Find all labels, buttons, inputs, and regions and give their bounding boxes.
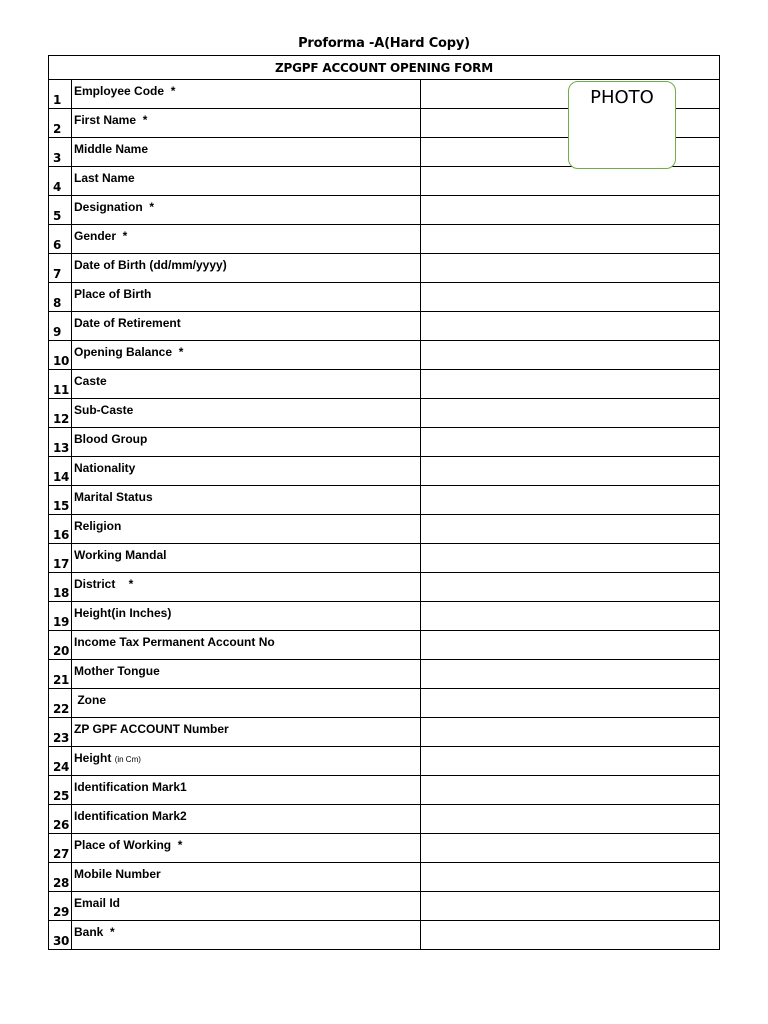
field-label-text: Marital Status — [74, 490, 153, 504]
field-label — [72, 544, 421, 573]
field-value-cell[interactable] — [421, 283, 720, 312]
field-label-text: Opening Balance * — [74, 345, 184, 359]
photo-label: PHOTO — [590, 87, 654, 108]
field-label-text: Place of Birth — [74, 287, 152, 301]
field-label — [72, 515, 421, 544]
form-row — [49, 573, 720, 602]
field-value-cell[interactable] — [421, 834, 720, 863]
row-number: 22 — [49, 689, 72, 718]
form-row — [49, 892, 720, 921]
field-value-cell[interactable] — [421, 776, 720, 805]
field-value-cell[interactable] — [421, 428, 720, 457]
form-row — [49, 399, 720, 428]
row-number: 19 — [49, 602, 72, 631]
row-number: 6 — [49, 225, 72, 254]
row-number: 16 — [49, 515, 72, 544]
form-row — [49, 196, 720, 225]
field-value-cell[interactable] — [421, 689, 720, 718]
field-label — [72, 660, 421, 689]
field-label-text: First Name * — [74, 113, 148, 127]
row-number: 29 — [49, 892, 72, 921]
field-label-text: Working Mandal — [74, 548, 167, 562]
field-label-text: Identification Mark1 — [74, 780, 187, 794]
form-row — [49, 341, 720, 370]
field-label — [72, 80, 421, 109]
field-label — [72, 602, 421, 631]
field-label-text: Nationality — [74, 461, 136, 475]
field-value-cell[interactable] — [421, 747, 720, 776]
field-value-cell[interactable] — [421, 370, 720, 399]
field-label — [72, 283, 421, 312]
row-number: 10 — [49, 341, 72, 370]
form-row — [49, 428, 720, 457]
row-number: 15 — [49, 486, 72, 515]
form-row — [49, 515, 720, 544]
field-value-cell[interactable] — [421, 254, 720, 283]
row-number: 3 — [49, 138, 72, 167]
field-value-cell[interactable] — [421, 805, 720, 834]
field-label — [72, 631, 421, 660]
row-number: 8 — [49, 283, 72, 312]
field-label — [72, 196, 421, 225]
field-label-text: Identification Mark2 — [74, 809, 187, 823]
form-row — [49, 254, 720, 283]
field-value-cell[interactable] — [421, 457, 720, 486]
form-row — [49, 689, 720, 718]
field-value-cell[interactable] — [421, 573, 720, 602]
field-label — [72, 747, 421, 776]
form-row — [49, 312, 720, 341]
field-label-text: Mobile Number — [74, 867, 161, 881]
form-row — [49, 370, 720, 399]
field-label — [72, 109, 421, 138]
field-value-cell[interactable] — [421, 515, 720, 544]
field-label-text: Place of Working * — [74, 838, 183, 852]
row-number: 27 — [49, 834, 72, 863]
row-number: 23 — [49, 718, 72, 747]
field-value-cell[interactable] — [421, 921, 720, 950]
form-row — [49, 660, 720, 689]
row-number: 30 — [49, 921, 72, 950]
field-label — [72, 689, 421, 718]
field-label — [72, 834, 421, 863]
field-value-cell[interactable] — [421, 486, 720, 515]
field-label — [72, 167, 421, 196]
field-label-text: Religion — [74, 519, 122, 533]
account-opening-form-table — [48, 55, 720, 950]
field-label — [72, 370, 421, 399]
field-label — [72, 921, 421, 950]
field-label — [72, 863, 421, 892]
field-label-text: Zone — [74, 693, 106, 707]
form-row — [49, 834, 720, 863]
field-label-text: Blood Group — [74, 432, 148, 446]
form-row — [49, 631, 720, 660]
field-label-text: Date of Retirement — [74, 316, 181, 330]
field-label — [72, 225, 421, 254]
row-number: 13 — [49, 428, 72, 457]
field-label-text: Caste — [74, 374, 107, 388]
form-header: ZPGPF ACCOUNT OPENING FORM — [49, 56, 720, 80]
field-value-cell[interactable] — [421, 660, 720, 689]
field-value-cell[interactable] — [421, 312, 720, 341]
row-number: 5 — [49, 196, 72, 225]
field-value-cell[interactable] — [421, 863, 720, 892]
field-label-text: Height — [74, 751, 112, 765]
row-number: 18 — [49, 573, 72, 602]
field-label — [72, 312, 421, 341]
field-label — [72, 718, 421, 747]
field-label-text: Last Name — [74, 171, 135, 185]
field-label-text: Gender * — [74, 229, 128, 243]
form-row — [49, 602, 720, 631]
field-value-cell[interactable] — [421, 544, 720, 573]
field-label — [72, 805, 421, 834]
row-number: 26 — [49, 805, 72, 834]
field-label — [72, 399, 421, 428]
field-label — [72, 138, 421, 167]
field-label — [72, 428, 421, 457]
form-row — [49, 486, 720, 515]
field-value-cell[interactable] — [421, 167, 720, 196]
field-value-cell[interactable] — [421, 225, 720, 254]
field-label — [72, 341, 421, 370]
row-number: 21 — [49, 660, 72, 689]
row-number: 2 — [49, 109, 72, 138]
row-number: 1 — [49, 80, 72, 109]
field-label-text: Employee Code * — [74, 84, 176, 98]
form-row — [49, 457, 720, 486]
form-row — [49, 544, 720, 573]
field-unit: (in Cm) — [114, 755, 141, 764]
form-row — [49, 718, 720, 747]
field-label-text: Sub-Caste — [74, 403, 134, 417]
field-label-text: Mother Tongue — [74, 664, 160, 678]
field-value-cell[interactable] — [421, 341, 720, 370]
form-row — [49, 921, 720, 950]
row-number: 25 — [49, 776, 72, 805]
field-value-cell[interactable] — [421, 892, 720, 921]
field-label — [72, 892, 421, 921]
field-label-text: ZP GPF ACCOUNT Number — [74, 722, 229, 736]
photo-box — [568, 81, 676, 169]
form-row — [49, 225, 720, 254]
row-number: 20 — [49, 631, 72, 660]
field-label-text: Date of Birth (dd/mm/yyyy) — [74, 258, 227, 272]
document-title: Proforma -A(Hard Copy) — [298, 36, 470, 51]
field-label-text: Height(in Inches) — [74, 606, 172, 620]
field-label-text: District * — [74, 577, 134, 591]
field-label-text: Designation * — [74, 200, 155, 214]
form-row — [49, 747, 720, 776]
row-number: 4 — [49, 167, 72, 196]
form-header-row — [49, 56, 720, 80]
field-value-cell[interactable] — [421, 196, 720, 225]
field-value-cell[interactable] — [421, 602, 720, 631]
field-label-text: Income Tax Permanent Account No — [74, 635, 275, 649]
form-row — [49, 776, 720, 805]
row-number: 17 — [49, 544, 72, 573]
row-number: 24 — [49, 747, 72, 776]
field-label-text: Bank * — [74, 925, 115, 939]
form-row — [49, 863, 720, 892]
field-label-text: Email Id — [74, 896, 121, 910]
row-number: 12 — [49, 399, 72, 428]
field-label-text: Middle Name — [74, 142, 149, 156]
form-row — [49, 805, 720, 834]
row-number: 28 — [49, 863, 72, 892]
row-number: 7 — [49, 254, 72, 283]
row-number: 9 — [49, 312, 72, 341]
row-number: 11 — [49, 370, 72, 399]
field-label — [72, 486, 421, 515]
form-row — [49, 283, 720, 312]
field-label — [72, 254, 421, 283]
field-label — [72, 573, 421, 602]
field-label — [72, 776, 421, 805]
row-number: 14 — [49, 457, 72, 486]
field-value-cell[interactable] — [421, 718, 720, 747]
field-value-cell[interactable] — [421, 399, 720, 428]
field-value-cell[interactable] — [421, 631, 720, 660]
form-row — [49, 167, 720, 196]
field-label — [72, 457, 421, 486]
